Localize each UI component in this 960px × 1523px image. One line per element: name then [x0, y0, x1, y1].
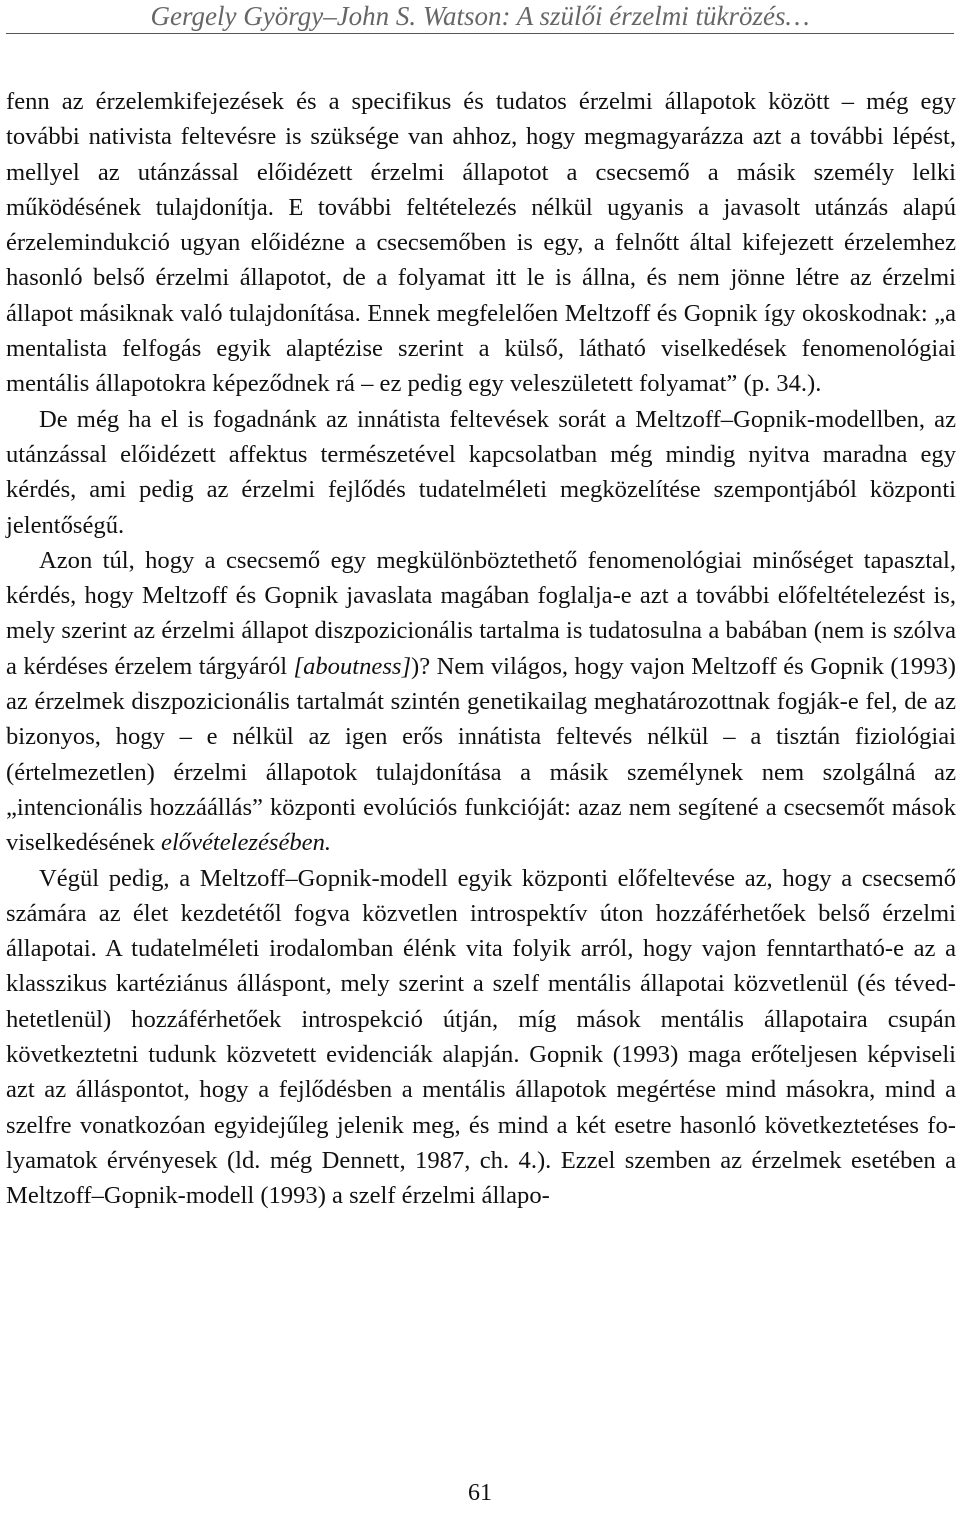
text-span: )? Nem világos, hogy vajon Meltzoff és Gopnik (1993) az érzelmek diszpozicionális tartalmát szintén genetikailag meghatározottnak fogják-e fel, de az bizonyos, hogy – e nélkül az igen erős innátista feltevés nélkül – a tisztán fiziológiai (értelmezetlen) érzelmi állapotok tulajdonítása a másik személynek nem szolgálná az „intencionális hozzáállás” központi evolúciós funkcióját: azaz nem segítené a csecsemőt mások viselkedésének: [6, 652, 956, 857]
paragraph-1: [6, 84, 956, 402]
paragraph-4: [6, 861, 956, 1214]
text-span: De még ha el is fogadnánk az innátista feltevések sorát a Meltzoff–Gopnik-modellben, az utánzással előidézett affektus természetével kapcsolatban még mindig nyitva maradna egy kérdés, ami pedig az érzelmi fejlődés tudatelméleti megközelítése szempontjából központi jelentőségű.: [6, 405, 956, 539]
header-divider: [6, 33, 954, 34]
body-text: [6, 84, 956, 1214]
running-title: Gergely György–John S. Watson: A szülői érzelmi tükrözés…: [150, 1, 810, 31]
text-span: Végül pedig, a Meltzoff–Gopnik-modell egyik központi előfeltevése az, hogy a csecsemő számára az élet kezdetétől fogva közvetlen introspektív úton hozzáférhetőek belső érzelmi állapotai. A tudatelméleti irodalomban élénk vita folyik arról, hogy vajon fenntartható-e az a klasszikus kartéziánus álláspont, mely szerint a szelf mentális állapotai közvetlenül (és tévedhetetlenül) hozzáférhetőek introspekció útján, míg mások mentális állapotaira csupán következtetni tudunk közvetett evidenciák alapján. Gopnik (1993) maga erőteljesen képviseli azt az álláspontot, hogy a fejlődésben a mentális állapotok megértése mind másokra, mind a szelfre vonatkozóan egyidejűleg jelenik meg, és mind a két esetre hasonló következtetéses folyamatok érvényesek (ld. még Dennett, 1987, ch. 4.). Ezzel szemben az érzelmek esetében a Meltzoff–Gopnik-modell (1993) a szelf érzelmi állapo-: [6, 864, 956, 1210]
running-header: [0, 0, 960, 34]
paragraph-3: [6, 543, 956, 861]
text-span: fenn az érzelemkifejezések és a specifikus és tudatos érzelmi állapotok között – még egy további nativista feltevésre is szüksége van ahhoz, hogy megmagyarázza azt a további lépést, mellyel az utánzással előidézett érzelmi állapotot a csecsemő a másik személy lelki működésének tulajdonítja. E további feltételezés nélkül ugyanis a javasolt utánzás alapú érzelemindukció ugyan előidézne a csecsemőben is egy, a felnőtt által kifejezett érzelemhez hasonló belső érzelmi állapotot, de a folyamat itt le is állna, és nem jönne létre az érzelmi állapot másiknak való tulajdonítása. Ennek megfelelően Meltzoff és Gopnik így okoskodnak: „a mentalista felfogás egyik alaptézise szerint a külső, látható viselkedések fenomenológiai mentális állapotokra képeződnek rá – ez pedig egy veleszületett folyamat” (p. 34.).: [6, 88, 956, 398]
paragraph-2: [6, 402, 956, 543]
text-span: Azon túl, hogy a csecsemő egy megkülönböztethető fenomenológiai minőséget tapasztal, kérdés, hogy Meltzoff és Gopnik javaslata magában foglalja-e azt a további előfeltételezést is, mely szerint az érzelmi állapot diszpozicionális tartalma is tudatosulna a babában (nem is szólva a kérdéses érzelem tárgyáról: [6, 546, 956, 680]
italic-term: [aboutness]: [293, 652, 412, 680]
page-number: 61: [468, 1480, 492, 1506]
italic-term: elővételezésében.: [161, 829, 332, 857]
